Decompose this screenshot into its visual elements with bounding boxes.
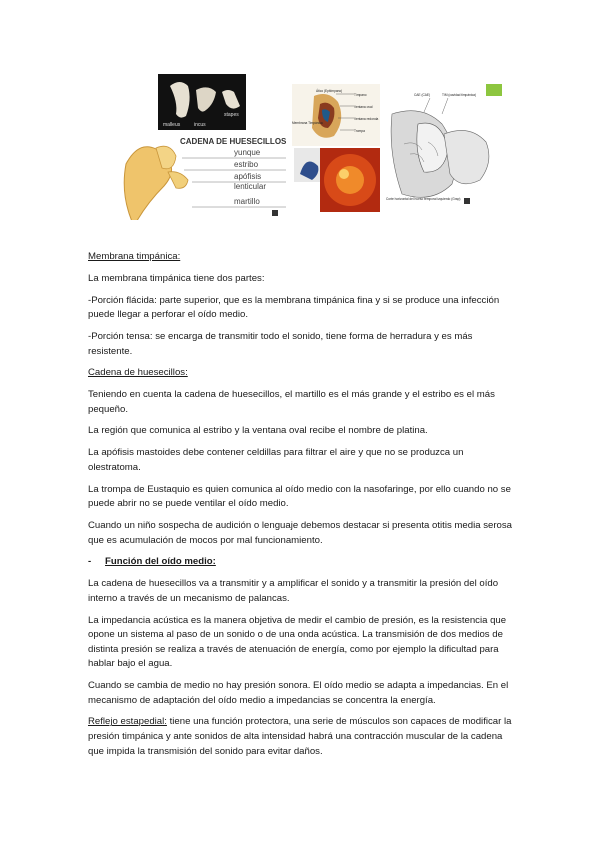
paragraph: -Porción tensa: se encarga de transmitir todo el sonido, tiene forma de herradura y es más resistente.: [88, 330, 473, 357]
paragraph: La impedancia acústica es la manera objetiva de medir el cambio de presión, es la resistencia que opone un sistema al paso de un sonido o de una onda acústica. La transmisión de dos medios de distinta presión se realiza a través de atenuación de energía, como por ejemplo la dificultad para hablar bajo el agua.: [88, 614, 507, 670]
paragraph: La región que comunica al estribo y la ventana oval recibe el nombre de platina.: [88, 425, 428, 437]
label-ventana-redonda: Ventana redonda: [354, 117, 379, 121]
paragraph: -Porción flácida: parte superior, que es la membrana timpánica fina y si se produce una infección puede llegar a perforar el oído medio.: [88, 294, 500, 321]
bullet-dash: -: [88, 556, 92, 568]
paragraph: La cadena de huesecillos va a transmitir y a amplificar el sonido y a transmitir la presión del oído interno a través de un mecanismo de palancas.: [88, 578, 499, 604]
paragraph-text: tiene una función protectora, una serie de músculos son capaces de modificar la presión timpánica y ante sonidos de alta intensidad habrá una contracción muscular de la cadena que impida la transmisión del sonido para evitar daños.: [88, 716, 512, 757]
heading-funcion-oido-medio: Función del oído medio:: [105, 556, 216, 568]
label-lenticular: lenticular: [234, 182, 267, 191]
ossicles-figure: [122, 72, 290, 220]
paragraph: La membrana timpánica tiene dos partes:: [88, 272, 265, 284]
label-atico: Ático (Epitímpano): [316, 89, 343, 93]
paragraph: Cuando un niño sospecha de audición o lenguaje debemos destacar si presenta otitis media serosa que es acumulación de mocos por mal funcionamiento.: [88, 520, 512, 546]
university-logo-icon: [464, 198, 470, 204]
heading-membrana-timpanica: Membrana timpánica:: [88, 251, 181, 262]
university-logo-icon: [272, 210, 278, 216]
label-cae: CAE (CAE): [414, 93, 431, 97]
label-membrana-timpanica: Membrana Timpánica: [292, 121, 323, 125]
bone-label-stapes: stapes: [224, 112, 239, 118]
paragraph: La trompa de Eustaquio es quien comunica al oído medio con la nasofaringe, por ello cuando no se puede abrir no se puede ventilar el oído medio.: [88, 483, 511, 510]
heading-cadena-huesecillos: Cadena de huesecillos:: [88, 367, 188, 379]
paragraph: Cuando se cambia de medio no hay presión sonora. El oído medio se adapta a impedancias. En el mecanismo de adaptación del oído medio a impedancias se concentra la energía.: [88, 680, 509, 706]
label-apofisis: apófisis: [234, 172, 262, 181]
label-ventana-oval: Ventana oval: [354, 105, 373, 109]
label-martillo: martillo: [234, 197, 260, 206]
document-body: [88, 250, 516, 766]
middle-ear-figure: [292, 84, 380, 212]
ossicles-title: CADENA DE HUESECILLOS: [180, 137, 287, 146]
paragraph: Teniendo en cuenta la cadena de huesecillos, el martillo es el más grande y el estribo es el más pequeño.: [88, 389, 495, 415]
bullet-heading-funcion: [88, 555, 516, 570]
bone-label-malleus: malleus: [163, 122, 181, 128]
label-trompa: Trompa: [354, 129, 365, 133]
heading-reflejo-estapedial: Reflejo estapedial:: [88, 716, 167, 728]
bone-label-incus: incus: [194, 122, 206, 128]
section-caption: Corte horizontal del hueso temporal izquierdo (Grap): [386, 197, 461, 201]
label-yunque: yunque: [234, 148, 261, 157]
paragraph: La apófisis mastoides debe contener celdillas para filtrar el aire y que no se produzca un olestratoma.: [88, 447, 464, 473]
temporal-bone-figure: [384, 84, 502, 212]
label-timpano: Tímpano: [354, 93, 367, 97]
paragraph-reflejo: [88, 715, 516, 759]
figure-strip: [0, 72, 599, 222]
label-tim: TIM (cavidad timpánica): [442, 93, 477, 97]
label-estribo: estribo: [234, 160, 259, 169]
